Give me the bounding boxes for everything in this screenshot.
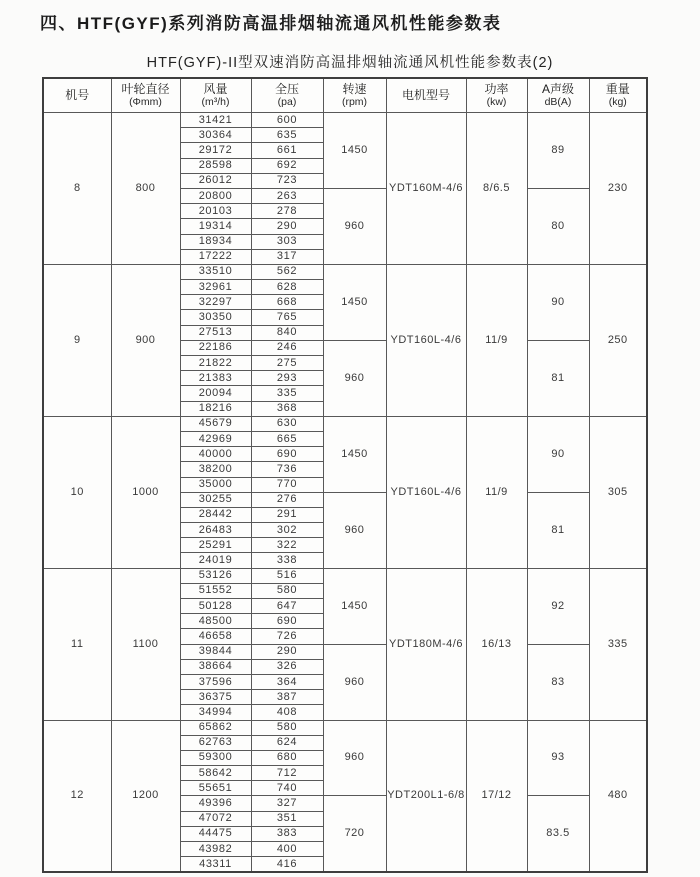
weight-cell: 335 [589,568,647,720]
col-header-noise-level: A声级 dB(A) [527,78,589,113]
data-row [43,113,647,128]
noise-level-cell: 90 [527,264,589,340]
air-volume-cell: 30350 [180,310,251,325]
air-volume-cell: 21383 [180,371,251,386]
motor-model-cell: YDT180M-4/6 [386,568,466,720]
total-pressure-cell: 383 [251,826,323,841]
total-pressure-cell: 338 [251,553,323,568]
air-volume-cell: 24019 [180,553,251,568]
total-pressure-cell: 736 [251,462,323,477]
air-volume-cell: 33510 [180,264,251,279]
total-pressure-cell: 765 [251,310,323,325]
total-pressure-cell: 726 [251,629,323,644]
air-volume-cell: 34994 [180,705,251,720]
model-no-cell: 10 [43,416,111,568]
weight-cell: 480 [589,720,647,872]
motor-model-cell: YDT160L-4/6 [386,264,466,416]
total-pressure-cell: 291 [251,507,323,522]
air-volume-cell: 53126 [180,568,251,583]
model-no-cell: 11 [43,568,111,720]
weight-cell: 230 [589,113,647,265]
noise-level-cell: 81 [527,492,589,568]
air-volume-cell: 50128 [180,599,251,614]
total-pressure-cell: 326 [251,659,323,674]
air-volume-cell: 38200 [180,462,251,477]
data-row [43,416,647,431]
total-pressure-cell: 630 [251,416,323,431]
noise-level-cell: 93 [527,720,589,796]
total-pressure-cell: 840 [251,325,323,340]
total-pressure-cell: 712 [251,766,323,781]
total-pressure-cell: 275 [251,356,323,371]
air-volume-cell: 28442 [180,507,251,522]
total-pressure-cell: 690 [251,614,323,629]
total-pressure-cell: 665 [251,431,323,446]
speed-cell: 1450 [323,264,386,340]
col-header-air-volume: 风量 (m³/h) [180,78,251,113]
air-volume-cell: 19314 [180,219,251,234]
total-pressure-cell: 624 [251,735,323,750]
total-pressure-cell: 387 [251,690,323,705]
power-cell: 11/9 [466,416,527,568]
col-header-model-no: 机号 [43,78,111,113]
air-volume-cell: 38664 [180,659,251,674]
total-pressure-cell: 680 [251,750,323,765]
speed-cell: 1450 [323,568,386,644]
total-pressure-cell: 317 [251,249,323,264]
col-header-speed: 转速 (rpm) [323,78,386,113]
total-pressure-cell: 290 [251,219,323,234]
air-volume-cell: 45679 [180,416,251,431]
air-volume-cell: 31421 [180,113,251,128]
total-pressure-cell: 303 [251,234,323,249]
total-pressure-cell: 668 [251,295,323,310]
air-volume-cell: 17222 [180,249,251,264]
total-pressure-cell: 692 [251,158,323,173]
total-pressure-cell: 293 [251,371,323,386]
air-volume-cell: 48500 [180,614,251,629]
total-pressure-cell: 276 [251,492,323,507]
total-pressure-cell: 246 [251,340,323,355]
air-volume-cell: 20800 [180,188,251,203]
col-header-power: 功率 (kw) [466,78,527,113]
page-title: 四、HTF(GYF)系列消防高温排烟轴流通风机性能参数表 [40,14,502,33]
air-volume-cell: 27513 [180,325,251,340]
total-pressure-cell: 647 [251,599,323,614]
air-volume-cell: 30255 [180,492,251,507]
noise-level-cell: 92 [527,568,589,644]
motor-model-cell: YDT160L-4/6 [386,416,466,568]
col-header-weight: 重量 (kg) [589,78,647,113]
model-no-cell: 9 [43,264,111,416]
air-volume-cell: 25291 [180,538,251,553]
col-header-impeller-diameter: 叶轮直径 (Φmm) [111,78,180,113]
power-cell: 16/13 [466,568,527,720]
speed-cell: 960 [323,720,386,796]
total-pressure-cell: 290 [251,644,323,659]
performance-table [42,77,648,873]
noise-level-cell: 81 [527,340,589,416]
power-cell: 17/12 [466,720,527,872]
air-volume-cell: 46658 [180,629,251,644]
speed-cell: 960 [323,492,386,568]
data-row [43,720,647,735]
total-pressure-cell: 562 [251,264,323,279]
noise-level-cell: 89 [527,113,589,189]
air-volume-cell: 28598 [180,158,251,173]
power-cell: 8/6.5 [466,113,527,265]
col-header-total-pressure: 全压 (pa) [251,78,323,113]
speed-cell: 960 [323,644,386,720]
total-pressure-cell: 740 [251,781,323,796]
total-pressure-cell: 661 [251,143,323,158]
air-volume-cell: 58642 [180,766,251,781]
data-row [43,264,647,279]
weight-cell: 250 [589,264,647,416]
speed-cell: 720 [323,796,386,872]
air-volume-cell: 36375 [180,690,251,705]
total-pressure-cell: 364 [251,674,323,689]
speed-cell: 960 [323,188,386,264]
total-pressure-cell: 408 [251,705,323,720]
noise-level-cell: 80 [527,188,589,264]
air-volume-cell: 26483 [180,523,251,538]
air-volume-cell: 21822 [180,356,251,371]
impeller-diameter-cell: 900 [111,264,180,416]
air-volume-cell: 43982 [180,842,251,857]
motor-model-cell: YDT200L1-6/8 [386,720,466,872]
power-cell: 11/9 [466,264,527,416]
air-volume-cell: 49396 [180,796,251,811]
weight-cell: 305 [589,416,647,568]
total-pressure-cell: 302 [251,523,323,538]
total-pressure-cell: 516 [251,568,323,583]
air-volume-cell: 51552 [180,583,251,598]
model-no-cell: 8 [43,113,111,265]
air-volume-cell: 42969 [180,431,251,446]
air-volume-cell: 59300 [180,750,251,765]
air-volume-cell: 62763 [180,735,251,750]
air-volume-cell: 55651 [180,781,251,796]
air-volume-cell: 40000 [180,447,251,462]
impeller-diameter-cell: 1100 [111,568,180,720]
impeller-diameter-cell: 1000 [111,416,180,568]
noise-level-cell: 83.5 [527,796,589,872]
air-volume-cell: 30364 [180,128,251,143]
total-pressure-cell: 690 [251,447,323,462]
noise-level-cell: 90 [527,416,589,492]
total-pressure-cell: 351 [251,811,323,826]
total-pressure-cell: 580 [251,720,323,735]
total-pressure-cell: 278 [251,204,323,219]
total-pressure-cell: 600 [251,113,323,128]
air-volume-cell: 29172 [180,143,251,158]
air-volume-cell: 47072 [180,811,251,826]
total-pressure-cell: 335 [251,386,323,401]
air-volume-cell: 20094 [180,386,251,401]
speed-cell: 1450 [323,416,386,492]
air-volume-cell: 37596 [180,674,251,689]
air-volume-cell: 26012 [180,173,251,188]
air-volume-cell: 43311 [180,857,251,872]
col-header-motor-model: 电机型号 [386,78,466,113]
air-volume-cell: 35000 [180,477,251,492]
total-pressure-cell: 635 [251,128,323,143]
air-volume-cell: 18934 [180,234,251,249]
air-volume-cell: 32961 [180,280,251,295]
air-volume-cell: 65862 [180,720,251,735]
header-row [43,78,647,113]
table-title: HTF(GYF)-II型双速消防高温排烟轴流通风机性能参数表(2) [146,55,554,71]
total-pressure-cell: 416 [251,857,323,872]
motor-model-cell: YDT160M-4/6 [386,113,466,265]
total-pressure-cell: 770 [251,477,323,492]
air-volume-cell: 32297 [180,295,251,310]
total-pressure-cell: 628 [251,280,323,295]
speed-cell: 1450 [323,113,386,189]
noise-level-cell: 83 [527,644,589,720]
total-pressure-cell: 263 [251,188,323,203]
air-volume-cell: 22186 [180,340,251,355]
air-volume-cell: 18216 [180,401,251,416]
speed-cell: 960 [323,340,386,416]
total-pressure-cell: 580 [251,583,323,598]
total-pressure-cell: 723 [251,173,323,188]
total-pressure-cell: 368 [251,401,323,416]
total-pressure-cell: 327 [251,796,323,811]
air-volume-cell: 20103 [180,204,251,219]
total-pressure-cell: 400 [251,842,323,857]
model-no-cell: 12 [43,720,111,872]
total-pressure-cell: 322 [251,538,323,553]
impeller-diameter-cell: 1200 [111,720,180,872]
data-row [43,568,647,583]
impeller-diameter-cell: 800 [111,113,180,265]
air-volume-cell: 44475 [180,826,251,841]
air-volume-cell: 39844 [180,644,251,659]
